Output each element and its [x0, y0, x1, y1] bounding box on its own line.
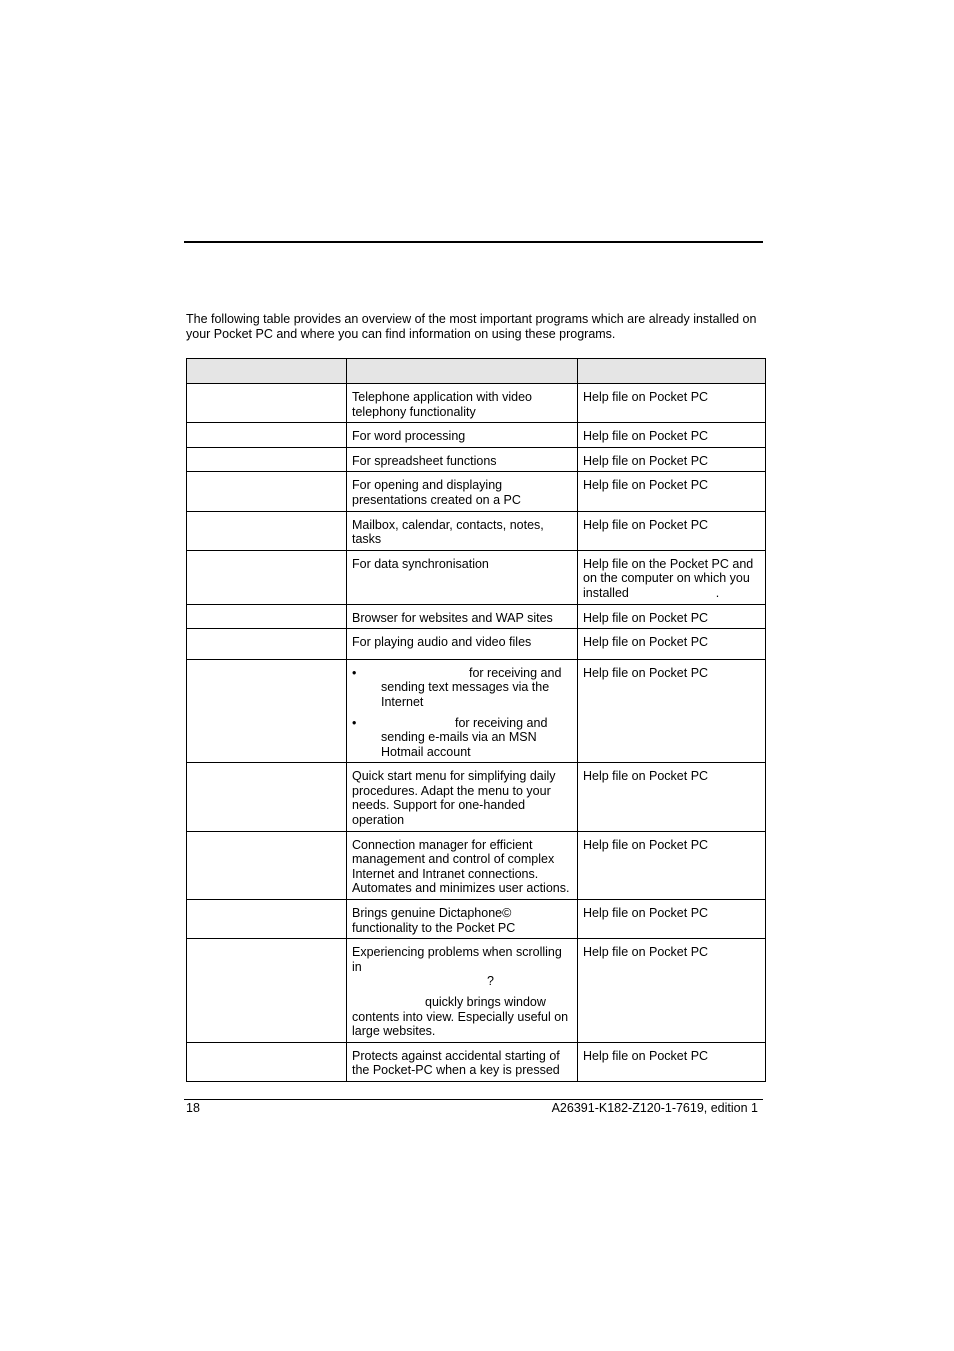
info-text: Help file on the Pocket PC and on the computer on which you installed — [583, 556, 754, 600]
program-cell — [187, 384, 347, 423]
info-text-end: . — [715, 585, 720, 600]
footer-rule — [184, 1099, 763, 1100]
header-program — [187, 359, 347, 384]
description-cell: Mailbox, calendar, contacts, notes, tasks — [347, 511, 578, 550]
program-cell — [187, 447, 347, 472]
description-detail: quickly brings window contents into view. Especially useful on large websites. — [352, 995, 569, 1039]
program-cell — [187, 900, 347, 939]
table-row — [187, 472, 766, 511]
intro-paragraph: The following table provides an overview of the most important programs which are already installed on your Pocket PC and where you can find information on using these programs. — [186, 312, 757, 341]
program-cell — [187, 1042, 347, 1081]
info-cell — [578, 550, 766, 604]
info-cell: Help file on Pocket PC — [578, 831, 766, 899]
info-cell: Help file on Pocket PC — [578, 604, 766, 629]
page-number: 18 — [186, 1101, 200, 1115]
header-rule — [184, 241, 763, 243]
description-cell — [347, 659, 578, 763]
description-cell: Connection manager for efficient management and control of complex Internet and Intranet connections. Automates and minimizes user actions. — [347, 831, 578, 899]
info-cell: Help file on Pocket PC — [578, 423, 766, 448]
info-cell: Help file on Pocket PC — [578, 939, 766, 1043]
info-cell: Help file on Pocket PC — [578, 447, 766, 472]
description-cell: Telephone application with video telephony functionality — [347, 384, 578, 423]
info-cell: Help file on Pocket PC — [578, 763, 766, 831]
description-cell — [347, 629, 578, 660]
info-cell: Help file on Pocket PC — [578, 472, 766, 511]
description-cell: For data synchronisation — [347, 550, 578, 604]
table-row — [187, 447, 766, 472]
description-question: Experiencing problems when scrolling in ? — [352, 945, 562, 989]
bullet-item: • for receiving and sending e-mails via an MSN Hotmail account — [352, 716, 572, 760]
info-cell: Help file on Pocket PC — [578, 384, 766, 423]
table-row — [187, 423, 766, 448]
description-cell: For spreadsheet functions — [347, 447, 578, 472]
table-row — [187, 831, 766, 899]
description-bullets — [352, 666, 572, 760]
table-row — [187, 511, 766, 550]
header-description — [347, 359, 578, 384]
table-header-row — [187, 359, 766, 384]
info-cell: Help file on Pocket PC — [578, 511, 766, 550]
table-row — [187, 900, 766, 939]
program-cell — [187, 511, 347, 550]
program-cell — [187, 604, 347, 629]
description-cell: Protects against accidental starting of the Pocket-PC when a key is pressed — [347, 1042, 578, 1081]
table-row — [187, 604, 766, 629]
description-cell: Brings genuine Dictaphone© functionality to the Pocket PC — [347, 900, 578, 939]
info-cell: Help file on Pocket PC — [578, 900, 766, 939]
table-row — [187, 550, 766, 604]
description-cell: Quick start menu for simplifying daily procedures. Adapt the menu to your needs. Support for one-handed operation — [347, 763, 578, 831]
program-cell — [187, 423, 347, 448]
table-row — [187, 659, 766, 763]
program-cell — [187, 831, 347, 899]
info-cell: Help file on Pocket PC — [578, 659, 766, 763]
table-row — [187, 763, 766, 831]
description-text: For playing audio and video files — [352, 635, 532, 650]
table-row — [187, 939, 766, 1043]
program-cell — [187, 763, 347, 831]
description-cell — [347, 939, 578, 1043]
description-cell: For opening and displaying presentations created on a PC — [347, 472, 578, 511]
table-row — [187, 1042, 766, 1081]
program-cell — [187, 550, 347, 604]
description-cell: Browser for websites and WAP sites — [347, 604, 578, 629]
info-cell: Help file on Pocket PC — [578, 1042, 766, 1081]
bullet-item: • for receiving and sending text messages via the Internet — [352, 666, 572, 710]
program-cell — [187, 629, 347, 660]
program-cell — [187, 939, 347, 1043]
program-cell — [187, 472, 347, 511]
program-cell — [187, 659, 347, 763]
info-cell: Help file on Pocket PC — [578, 629, 766, 660]
document-id: A26391-K182-Z120-1-7619, edition 1 — [551, 1101, 758, 1115]
table-row — [187, 629, 766, 660]
header-information — [578, 359, 766, 384]
description-cell: For word processing — [347, 423, 578, 448]
table-row — [187, 384, 766, 423]
programs-table — [186, 358, 766, 1082]
